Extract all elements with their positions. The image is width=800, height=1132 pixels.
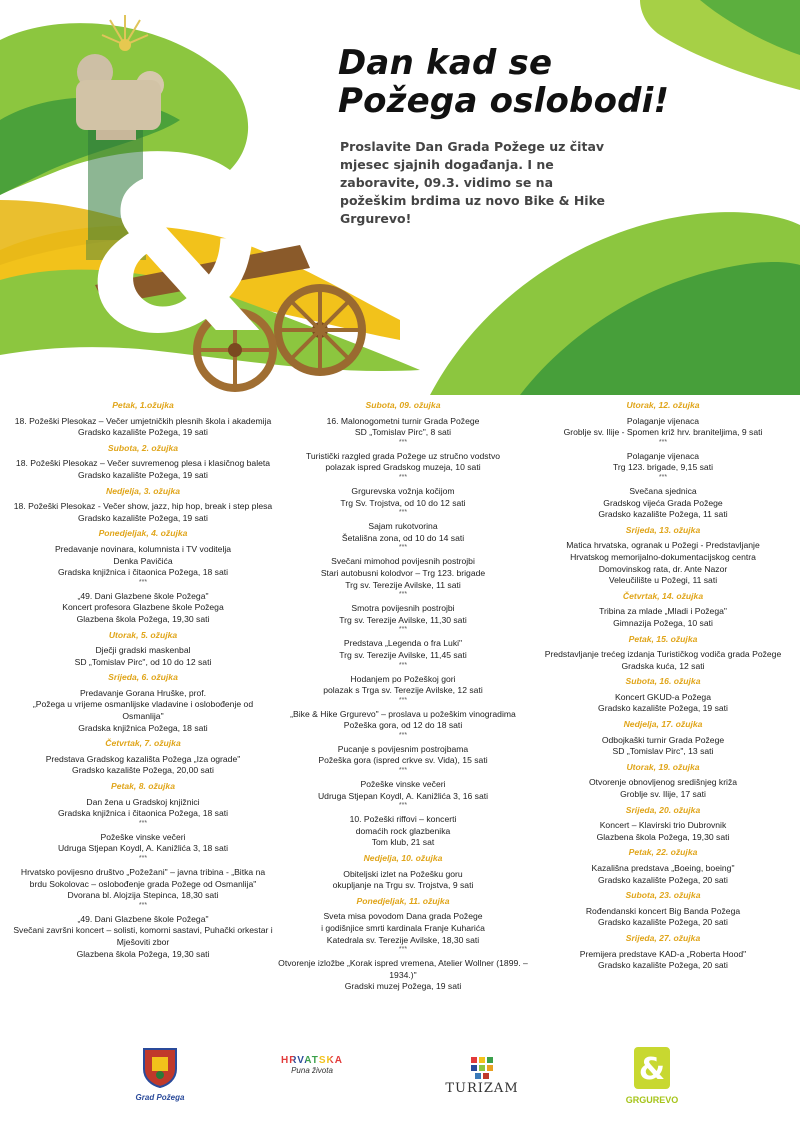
ampersand-graphic: & bbox=[85, 135, 269, 380]
event-detail: Tom klub, 21 sat bbox=[371, 837, 435, 848]
event-item bbox=[12, 797, 274, 820]
event-detail: Dvorana bl. Alojzija Stepinca, 18,30 sati bbox=[67, 890, 219, 901]
event-detail: Koncert profesora Glazbene škole Požega bbox=[62, 602, 224, 613]
event-item bbox=[532, 540, 794, 586]
event-detail: Hrvatskog memorijalno-dokumentacijskog centra bbox=[570, 551, 756, 562]
day-heading: Ponedjeljak, 11. ožujka bbox=[356, 895, 450, 906]
event-item bbox=[532, 735, 794, 758]
event-item bbox=[532, 451, 794, 474]
event-title: Svečana sjednica bbox=[629, 485, 697, 496]
event-title: Koncert GKUD-a Požega bbox=[614, 691, 711, 702]
logo-hrvatska-label: HRVATSKA bbox=[281, 1055, 343, 1066]
event-title: 18. Požeški Plesokaz – Večer umjetničkih plesnih škola i akademija bbox=[14, 415, 272, 426]
event-detail: okupljanje na Trgu sv. Trojstva, 9 sati bbox=[332, 880, 474, 891]
event-separator: *** bbox=[138, 855, 148, 862]
day-heading: Petak, 8. ožujka bbox=[110, 781, 175, 792]
event-item bbox=[532, 863, 794, 886]
event-separator: *** bbox=[398, 731, 408, 739]
event-title: Otvorenje izložbe „Korak ispred vremena, Atelier Wollner (1899. – 1934.)" bbox=[278, 958, 528, 980]
sponsor-logos bbox=[0, 1045, 800, 1125]
event-separator: *** bbox=[398, 509, 408, 517]
event-item bbox=[532, 777, 794, 800]
event-detail: Udruga Stjepan Koydl, A. Kanižlića 3, 18 sati bbox=[57, 843, 229, 854]
event-separator: *** bbox=[398, 626, 408, 634]
event-detail: Glazbena škola Požega, 19,30 sati bbox=[596, 831, 730, 842]
event-separator: *** bbox=[398, 591, 408, 599]
event-item bbox=[532, 649, 794, 672]
logo-hrvatska[interactable] bbox=[272, 1055, 352, 1075]
event-detail: Gradska kuća, 12 sati bbox=[621, 660, 705, 671]
day-heading: Četvrtak, 7. ožujka bbox=[105, 738, 181, 749]
event-title: Predavanje Gorana Hruške, prof. bbox=[79, 687, 207, 698]
day-heading: Srijeda, 20. ožujka bbox=[625, 804, 701, 815]
day-heading: Srijeda, 27. ožujka bbox=[625, 932, 701, 943]
event-detail: Gimnazija Požega, 10 sati bbox=[613, 617, 713, 628]
event-title: Otvorenje obnovljenog središnjeg križa bbox=[588, 777, 738, 788]
event-separator: *** bbox=[138, 819, 148, 827]
event-item bbox=[12, 591, 274, 626]
event-item bbox=[12, 688, 274, 734]
event-title: Dan žena u Gradskoj knjižnici bbox=[86, 796, 200, 807]
event-detail: Gradskog vijeća Grada Požege bbox=[603, 497, 723, 508]
event-item bbox=[272, 556, 534, 591]
logo-turizam-label: TURIZAM bbox=[445, 1081, 519, 1096]
event-title: Smotra povijesnih postrojbi bbox=[351, 603, 455, 614]
event-separator: *** bbox=[658, 438, 668, 446]
event-detail: Groblje sv. Ilije, 17 sati bbox=[620, 789, 706, 800]
event-item bbox=[12, 832, 274, 855]
event-title: 10. Požeški riffovi – koncerti bbox=[349, 814, 457, 825]
event-detail: Gradsko kazalište Požega, 19 sati bbox=[78, 427, 208, 438]
event-title: Premijera predstave KAD-a „Roberta Hood" bbox=[579, 948, 747, 959]
event-detail: Gradsko kazalište Požega, 20,00 sati bbox=[72, 765, 214, 776]
event-detail: Gradsko kazalište Požega, 20 sati bbox=[598, 960, 728, 971]
coat-of-arms-icon bbox=[140, 1045, 180, 1089]
intro-text: Proslavite Dan Grada Požege uz čitav mjesec sjajnih događanja. I ne zaboravite, 09.3. vidimo se na požeškim brdima uz novo Bike & Hike Grgurevo! bbox=[340, 139, 606, 226]
event-item bbox=[272, 486, 534, 509]
event-item bbox=[12, 416, 274, 439]
logo-grad-label: Grad Požega bbox=[135, 1093, 185, 1102]
event-item bbox=[12, 544, 274, 579]
event-item bbox=[532, 486, 794, 521]
event-title: Požeške vinske večeri bbox=[100, 831, 186, 842]
event-title: Koncert – Klavirski trio Dubrovnik bbox=[599, 820, 727, 831]
event-separator: *** bbox=[138, 578, 148, 586]
event-detail: Požeška gora, od 12 do 18 sati bbox=[343, 720, 463, 731]
event-detail: Domovinskog rata, dr. Ante Nazor bbox=[598, 563, 728, 574]
event-separator: *** bbox=[398, 802, 408, 810]
event-detail: polazak s Trga sv. Terezije Avilske, 12 sati bbox=[323, 685, 483, 696]
day-heading: Ponedjeljak, 4. ožujka bbox=[98, 528, 188, 539]
event-title: Grgurevska vožnja kočijom bbox=[351, 485, 455, 496]
event-item bbox=[532, 606, 794, 629]
schedule-column-3 bbox=[532, 400, 794, 972]
day-heading: Subota, 2. ožujka bbox=[107, 442, 179, 453]
event-item bbox=[272, 779, 534, 802]
day-heading: Subota, 09. ožujka bbox=[365, 400, 441, 410]
event-title: Sveta misa povodom Dana grada Požege bbox=[323, 911, 483, 922]
event-detail: Trg sv. Terezije Avilske, 11,30 sati bbox=[339, 614, 467, 625]
event-item bbox=[12, 914, 274, 960]
title-line-1: Dan kad se bbox=[338, 43, 553, 83]
event-detail: Veleučilište u Požegi, 11 sati bbox=[608, 575, 718, 586]
title-line-2: Požega oslobodi! bbox=[338, 81, 670, 121]
logo-grgurevo[interactable] bbox=[622, 1045, 682, 1105]
event-detail: Gradsko kazalište Požega, 20 sati bbox=[598, 917, 728, 928]
event-detail: Gradsko kazalište Požega, 20 sati bbox=[598, 874, 728, 885]
event-item bbox=[272, 814, 534, 849]
event-item bbox=[12, 754, 274, 777]
event-detail: SD „Tomislav Pirc", 8 sati bbox=[354, 427, 452, 438]
day-heading: Utorak, 12. ožujka bbox=[626, 400, 700, 410]
event-title: Pucanje s povijesnim postrojbama bbox=[337, 743, 469, 754]
event-detail: Gradska knjižnica Požega, 18 sati bbox=[78, 722, 208, 733]
event-item bbox=[272, 911, 534, 946]
event-detail: Gradsko kazalište Požega, 11 sati bbox=[598, 509, 728, 520]
event-title: Polaganje vijenaca bbox=[626, 415, 700, 426]
event-title: „Bike & Hike Grgurevo" – proslava u požeškim vinogradima bbox=[290, 708, 516, 719]
day-heading: Nedjelja, 10. ožujka bbox=[363, 853, 443, 864]
event-detail: Groblje sv. Ilije - Spomen križ hrv. braniteljima, 9 sati bbox=[563, 427, 763, 438]
event-detail: Stari autobusni kolodvor – Trg 123. brigade bbox=[320, 567, 486, 578]
event-detail: Trg Sv. Trojstva, od 10 do 12 sati bbox=[340, 497, 466, 508]
event-detail: Udruga Stjepan Koydl, A. Kanižlića 3, 16 sati bbox=[317, 790, 489, 801]
day-heading: Nedjelja, 17. ožujka bbox=[623, 719, 703, 730]
event-item bbox=[272, 603, 534, 626]
event-item bbox=[532, 820, 794, 843]
event-detail: Gradsko kazalište Požega, 19 sati bbox=[598, 703, 728, 714]
event-title: Polaganje vijenaca bbox=[626, 450, 700, 461]
event-detail: Gradski muzej Požega, 19 sati bbox=[344, 981, 462, 992]
event-detail: Gradsko kazalište Požega, 19 sati bbox=[78, 512, 208, 523]
day-heading: Nedjelja, 3. ožujka bbox=[105, 485, 181, 496]
event-title: Hrvatsko povijesno društvo „Požežani" – javna tribina - „Bitka na brdu Sokolovac – oslobođenje grada Požege od Osmanlija" bbox=[20, 867, 266, 889]
event-title: Hodanjem po Požeškoj gori bbox=[350, 673, 456, 684]
event-detail: „Požega u vrijeme osmanlijske vladavine i oslobođenje od Osmanlija" bbox=[32, 699, 254, 722]
event-title: Rođendanski koncert Big Banda Požega bbox=[585, 905, 741, 916]
event-title: „49. Dani Glazbene škole Požega" bbox=[77, 590, 209, 601]
event-title: Tribina za mlade „Mladi i Požega" bbox=[599, 606, 727, 617]
event-detail: Katedrala sv. Terezije Avilske, 18,30 sati bbox=[326, 934, 480, 945]
event-title: 18. Požeški Plesokaz – Večer suvremenog plesa i klasičnog baleta bbox=[15, 458, 271, 469]
event-separator: *** bbox=[658, 473, 668, 481]
event-detail: Trg sv. Terezije Avilske, 11 sati bbox=[345, 579, 461, 590]
event-item bbox=[12, 458, 274, 481]
event-separator: *** bbox=[398, 696, 408, 704]
event-title: Turistički razgled grada Požege uz stručno vodstvo bbox=[305, 450, 501, 461]
day-heading: Subota, 23. ožujka bbox=[625, 890, 701, 901]
event-title: Požeške vinske večeri bbox=[360, 779, 446, 790]
event-item bbox=[532, 692, 794, 715]
event-title: „49. Dani Glazbene škole Požega" bbox=[77, 913, 209, 924]
grgurevo-ampersand-icon bbox=[632, 1045, 672, 1091]
event-separator: *** bbox=[398, 473, 408, 481]
event-detail: Požeška gora (ispred crkve sv. Vida), 15 sati bbox=[318, 755, 488, 766]
day-heading: Petak, 15. ožujka bbox=[628, 633, 698, 644]
logo-grad-pozega[interactable] bbox=[130, 1045, 190, 1102]
event-title: Kazališna predstava „Boeing, boeing" bbox=[591, 863, 735, 873]
day-heading: Petak, 22. ožujka bbox=[628, 847, 698, 858]
event-item bbox=[532, 949, 794, 972]
event-title: 16. Malonogometni turnir Grada Požege bbox=[326, 415, 480, 426]
logo-hrvatska-slogan: Puna života bbox=[291, 1066, 333, 1075]
event-item bbox=[532, 906, 794, 929]
event-title: Predstava Gradskog kazališta Požega „Iza ograde" bbox=[45, 753, 241, 764]
event-detail: Gradska knjižnica i čitaonica Požega, 18 sati bbox=[57, 567, 229, 578]
logo-turizam[interactable] bbox=[432, 1055, 532, 1096]
day-heading: Utorak, 19. ožujka bbox=[626, 761, 700, 772]
event-separator: *** bbox=[398, 767, 408, 775]
event-item bbox=[272, 869, 534, 892]
day-heading: Srijeda, 6. ožujka bbox=[108, 672, 178, 683]
event-detail: Trg 123. brigade, 9,15 sati bbox=[612, 462, 713, 473]
event-separator: *** bbox=[398, 661, 408, 669]
event-item bbox=[272, 416, 534, 439]
page-title bbox=[338, 44, 669, 120]
event-title: 18. Požeški Plesokaz - Večer show, jazz, hip hop, break i step plesa bbox=[13, 501, 273, 512]
event-detail: Denka Pavičića bbox=[113, 555, 173, 566]
event-item bbox=[12, 501, 274, 524]
event-item bbox=[272, 674, 534, 697]
event-title: Predstava „Legenda o fra Luki" bbox=[343, 638, 463, 649]
event-item bbox=[272, 521, 534, 544]
event-detail: Glazbena škola Požega, 19,30 sati bbox=[76, 613, 210, 624]
event-item bbox=[12, 867, 274, 902]
event-detail: SD „Tomislav Pirc", 13 sati bbox=[612, 746, 714, 757]
day-heading: Petak, 1.ožujka bbox=[112, 400, 174, 410]
day-heading: Četvrtak, 14. ožujka bbox=[622, 590, 704, 601]
day-heading: Srijeda, 13. ožujka bbox=[625, 524, 701, 535]
event-detail: domaćih rock glazbenika bbox=[355, 825, 451, 836]
turizam-mosaic-icon bbox=[469, 1055, 495, 1081]
event-detail: Trg sv. Terezije Avilske, 11,45 sati bbox=[339, 649, 467, 660]
event-separator: *** bbox=[398, 946, 408, 954]
event-title: Matica hrvatska, ogranak u Požegi - Predstavljanje bbox=[566, 540, 760, 551]
event-detail: SD „Tomislav Pirc", od 10 do 12 sati bbox=[74, 656, 212, 667]
event-detail: Šetališna zona, od 10 do 14 sati bbox=[341, 532, 465, 543]
event-separator: *** bbox=[138, 901, 148, 909]
event-title: Sajam rukotvorina bbox=[368, 521, 438, 532]
event-detail: Gradsko kazalište Požega, 19 sati bbox=[78, 469, 208, 480]
schedule-column-2 bbox=[272, 400, 534, 993]
event-title: Predstavljanje trećeg izdanja Turističkog vodiča grada Požege bbox=[544, 649, 782, 660]
event-detail: i godišnjice smrti kardinala Franje Kuharića bbox=[321, 923, 485, 933]
event-detail: Gradska knjižnica i čitaonica Požega, 18 sati bbox=[57, 808, 229, 819]
event-title: Obiteljski izlet na Požešku goru bbox=[343, 868, 463, 879]
event-detail: Glazbena škola Požega, 19,30 sati bbox=[76, 948, 210, 959]
event-item bbox=[272, 451, 534, 474]
day-heading: Subota, 16. ožujka bbox=[625, 676, 701, 687]
event-separator: *** bbox=[398, 544, 408, 552]
event-item bbox=[272, 638, 534, 661]
schedule-column-1 bbox=[12, 400, 274, 960]
event-title: Svečani mimohod povijesnih postrojbi bbox=[331, 556, 475, 567]
event-detail: polazak ispred Gradskog muzeja, 10 sati bbox=[325, 462, 481, 473]
event-title: Odbojkaški turnir Grada Požege bbox=[601, 734, 725, 745]
day-heading: Utorak, 5. ožujka bbox=[108, 629, 178, 640]
logo-grgurevo-label: GRGUREVO bbox=[625, 1095, 679, 1105]
event-separator: *** bbox=[398, 438, 408, 446]
event-title: Dječji gradski maskenbal bbox=[95, 645, 191, 656]
event-item bbox=[272, 744, 534, 767]
event-item bbox=[532, 416, 794, 439]
event-detail: Svečani završni koncert – solisti, komorni sastavi, Puhački orkestar i Mješoviti zbor bbox=[13, 925, 273, 947]
svg-text:&: & bbox=[638, 1052, 666, 1087]
event-item bbox=[12, 645, 274, 668]
event-title: Predavanje novinara, kolumnista i TV voditelja bbox=[54, 543, 232, 554]
event-item bbox=[272, 709, 534, 732]
event-item bbox=[272, 958, 534, 993]
